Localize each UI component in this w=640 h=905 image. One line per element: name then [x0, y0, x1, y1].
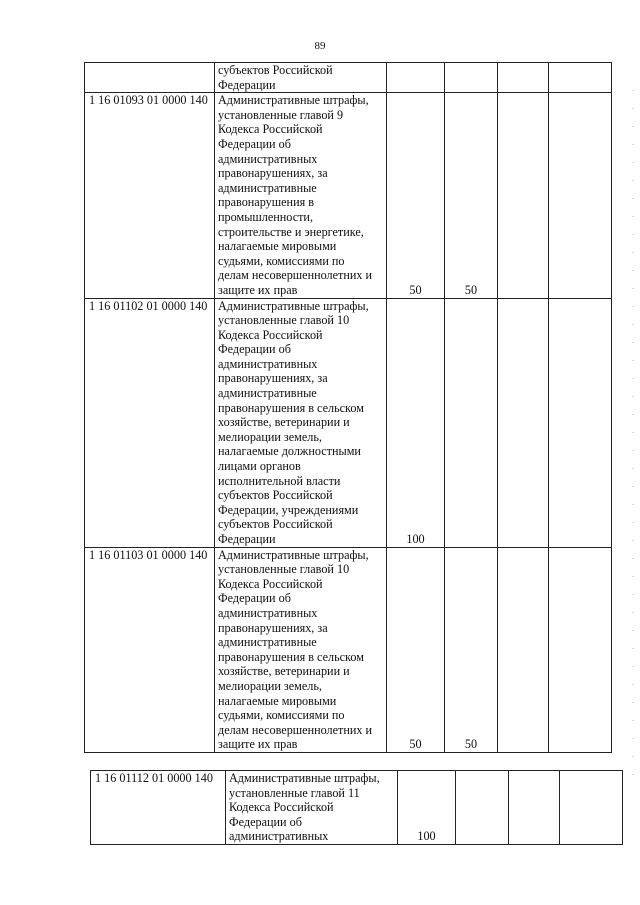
description-line: административные	[218, 386, 317, 401]
amount-cell-2	[445, 63, 498, 93]
description-line: субъектов Российской	[218, 488, 333, 503]
empty-cell-4	[549, 298, 612, 547]
amount-cell-2: 50	[445, 93, 498, 298]
description-line: налагаемые мировыми	[218, 239, 337, 254]
description-line: правонарушениях, за	[218, 371, 328, 386]
scan-edge-marks	[632, 90, 634, 790]
budget-table-continued	[90, 770, 623, 845]
empty-cell-3	[498, 547, 549, 752]
description-line: хозяйстве, ветеринарии и	[218, 664, 350, 679]
description-line: правонарушения в сельском	[218, 400, 364, 415]
description-line: мелиорации земель,	[218, 678, 322, 693]
description-line: Федерации об	[229, 814, 302, 829]
description-line: Кодекса Российской	[218, 327, 323, 342]
empty-cell-4	[549, 93, 612, 298]
budget-code-cell: 1 16 01102 01 0000 140	[85, 298, 215, 547]
empty-cell-4	[560, 771, 623, 845]
description-cell	[215, 63, 387, 93]
empty-cell-4	[549, 63, 612, 93]
amount-cell-1: 100	[387, 298, 445, 547]
description-line: Административные штрафы,	[218, 93, 369, 108]
empty-cell-3	[498, 93, 549, 298]
description-cell	[215, 93, 387, 298]
description-line: судьями, комиссиями по	[218, 253, 345, 268]
amount-cell-1: 100	[398, 771, 456, 845]
description-line: правонарушения в сельском	[218, 649, 364, 664]
description-line: Федерации	[218, 532, 276, 546]
description-line: административных	[218, 151, 318, 166]
description-line: хозяйстве, ветеринарии и	[218, 415, 350, 430]
description-line: административные	[218, 635, 317, 650]
amount-cell-2	[445, 298, 498, 547]
description-line: налагаемые должностными	[218, 444, 361, 459]
description-line: Федерации об	[218, 342, 291, 357]
table-row	[85, 63, 612, 93]
description-line: административные	[218, 180, 317, 195]
description-line: Федерации, учреждениями	[218, 502, 359, 517]
description-line: административных	[218, 356, 318, 371]
table-row	[85, 93, 612, 298]
description-line: правонарушения в	[218, 195, 314, 210]
amount-cell-2	[456, 771, 509, 845]
empty-cell-3	[498, 63, 549, 93]
table-row	[85, 298, 612, 547]
description-line: правонарушениях, за	[218, 620, 328, 635]
description-line: делам несовершеннолетних и	[218, 722, 373, 737]
budget-code-cell: 1 16 01103 01 0000 140	[85, 547, 215, 752]
description-line: Федерации об	[218, 136, 291, 151]
description-line: административных	[218, 605, 318, 620]
description-line: Федерации об	[218, 591, 291, 606]
table-row	[91, 771, 623, 845]
description-line: лицами органов	[218, 459, 301, 474]
amount-cell-1: 50	[387, 93, 445, 298]
description-cell	[226, 771, 398, 845]
empty-cell-3	[509, 771, 560, 845]
description-line: установленные главой 11	[229, 785, 360, 800]
description-line: установленные главой 9	[218, 107, 344, 122]
description-line: правонарушениях, за	[218, 166, 328, 181]
empty-cell-3	[498, 298, 549, 547]
empty-cell-4	[549, 547, 612, 752]
description-line: установленные главой 10	[218, 562, 350, 577]
budget-code-cell: 1 16 01093 01 0000 140	[85, 93, 215, 298]
description-line: субъектов Российской	[218, 517, 333, 532]
table-row	[85, 547, 612, 752]
amount-cell-1	[387, 63, 445, 93]
page-number: 89	[314, 40, 326, 52]
description-line: Административные штрафы,	[218, 547, 369, 562]
description-line: судьями, комиссиями по	[218, 708, 345, 723]
description-line: делам несовершеннолетних и	[218, 268, 373, 283]
description-line: установленные главой 10	[218, 313, 350, 328]
description-cell	[215, 547, 387, 752]
description-line: исполнительной власти	[218, 473, 341, 488]
description-line: налагаемые мировыми	[218, 693, 337, 708]
description-line: административных	[229, 829, 329, 844]
description-line: Кодекса Российской	[229, 800, 334, 815]
description-line: защите их прав	[218, 282, 298, 297]
description-line: Административные штрафы,	[218, 298, 369, 313]
description-line: Кодекса Российской	[218, 576, 323, 591]
description-line: строительстве и энергетике,	[218, 224, 364, 239]
budget-code-cell: 1 16 01112 01 0000 140	[91, 771, 226, 845]
description-line: защите их прав	[218, 737, 298, 752]
description-line: Административные штрафы,	[229, 771, 380, 785]
description-line: промышленности,	[218, 209, 314, 224]
budget-code-cell	[85, 63, 215, 93]
description-line: субъектов Российской	[218, 63, 333, 77]
description-line: Кодекса Российской	[218, 122, 323, 137]
amount-cell-1: 50	[387, 547, 445, 752]
amount-cell-2: 50	[445, 547, 498, 752]
description-cell	[215, 298, 387, 547]
budget-table	[84, 62, 612, 753]
description-line: мелиорации земель,	[218, 429, 322, 444]
description-line: Федерации	[218, 77, 276, 92]
